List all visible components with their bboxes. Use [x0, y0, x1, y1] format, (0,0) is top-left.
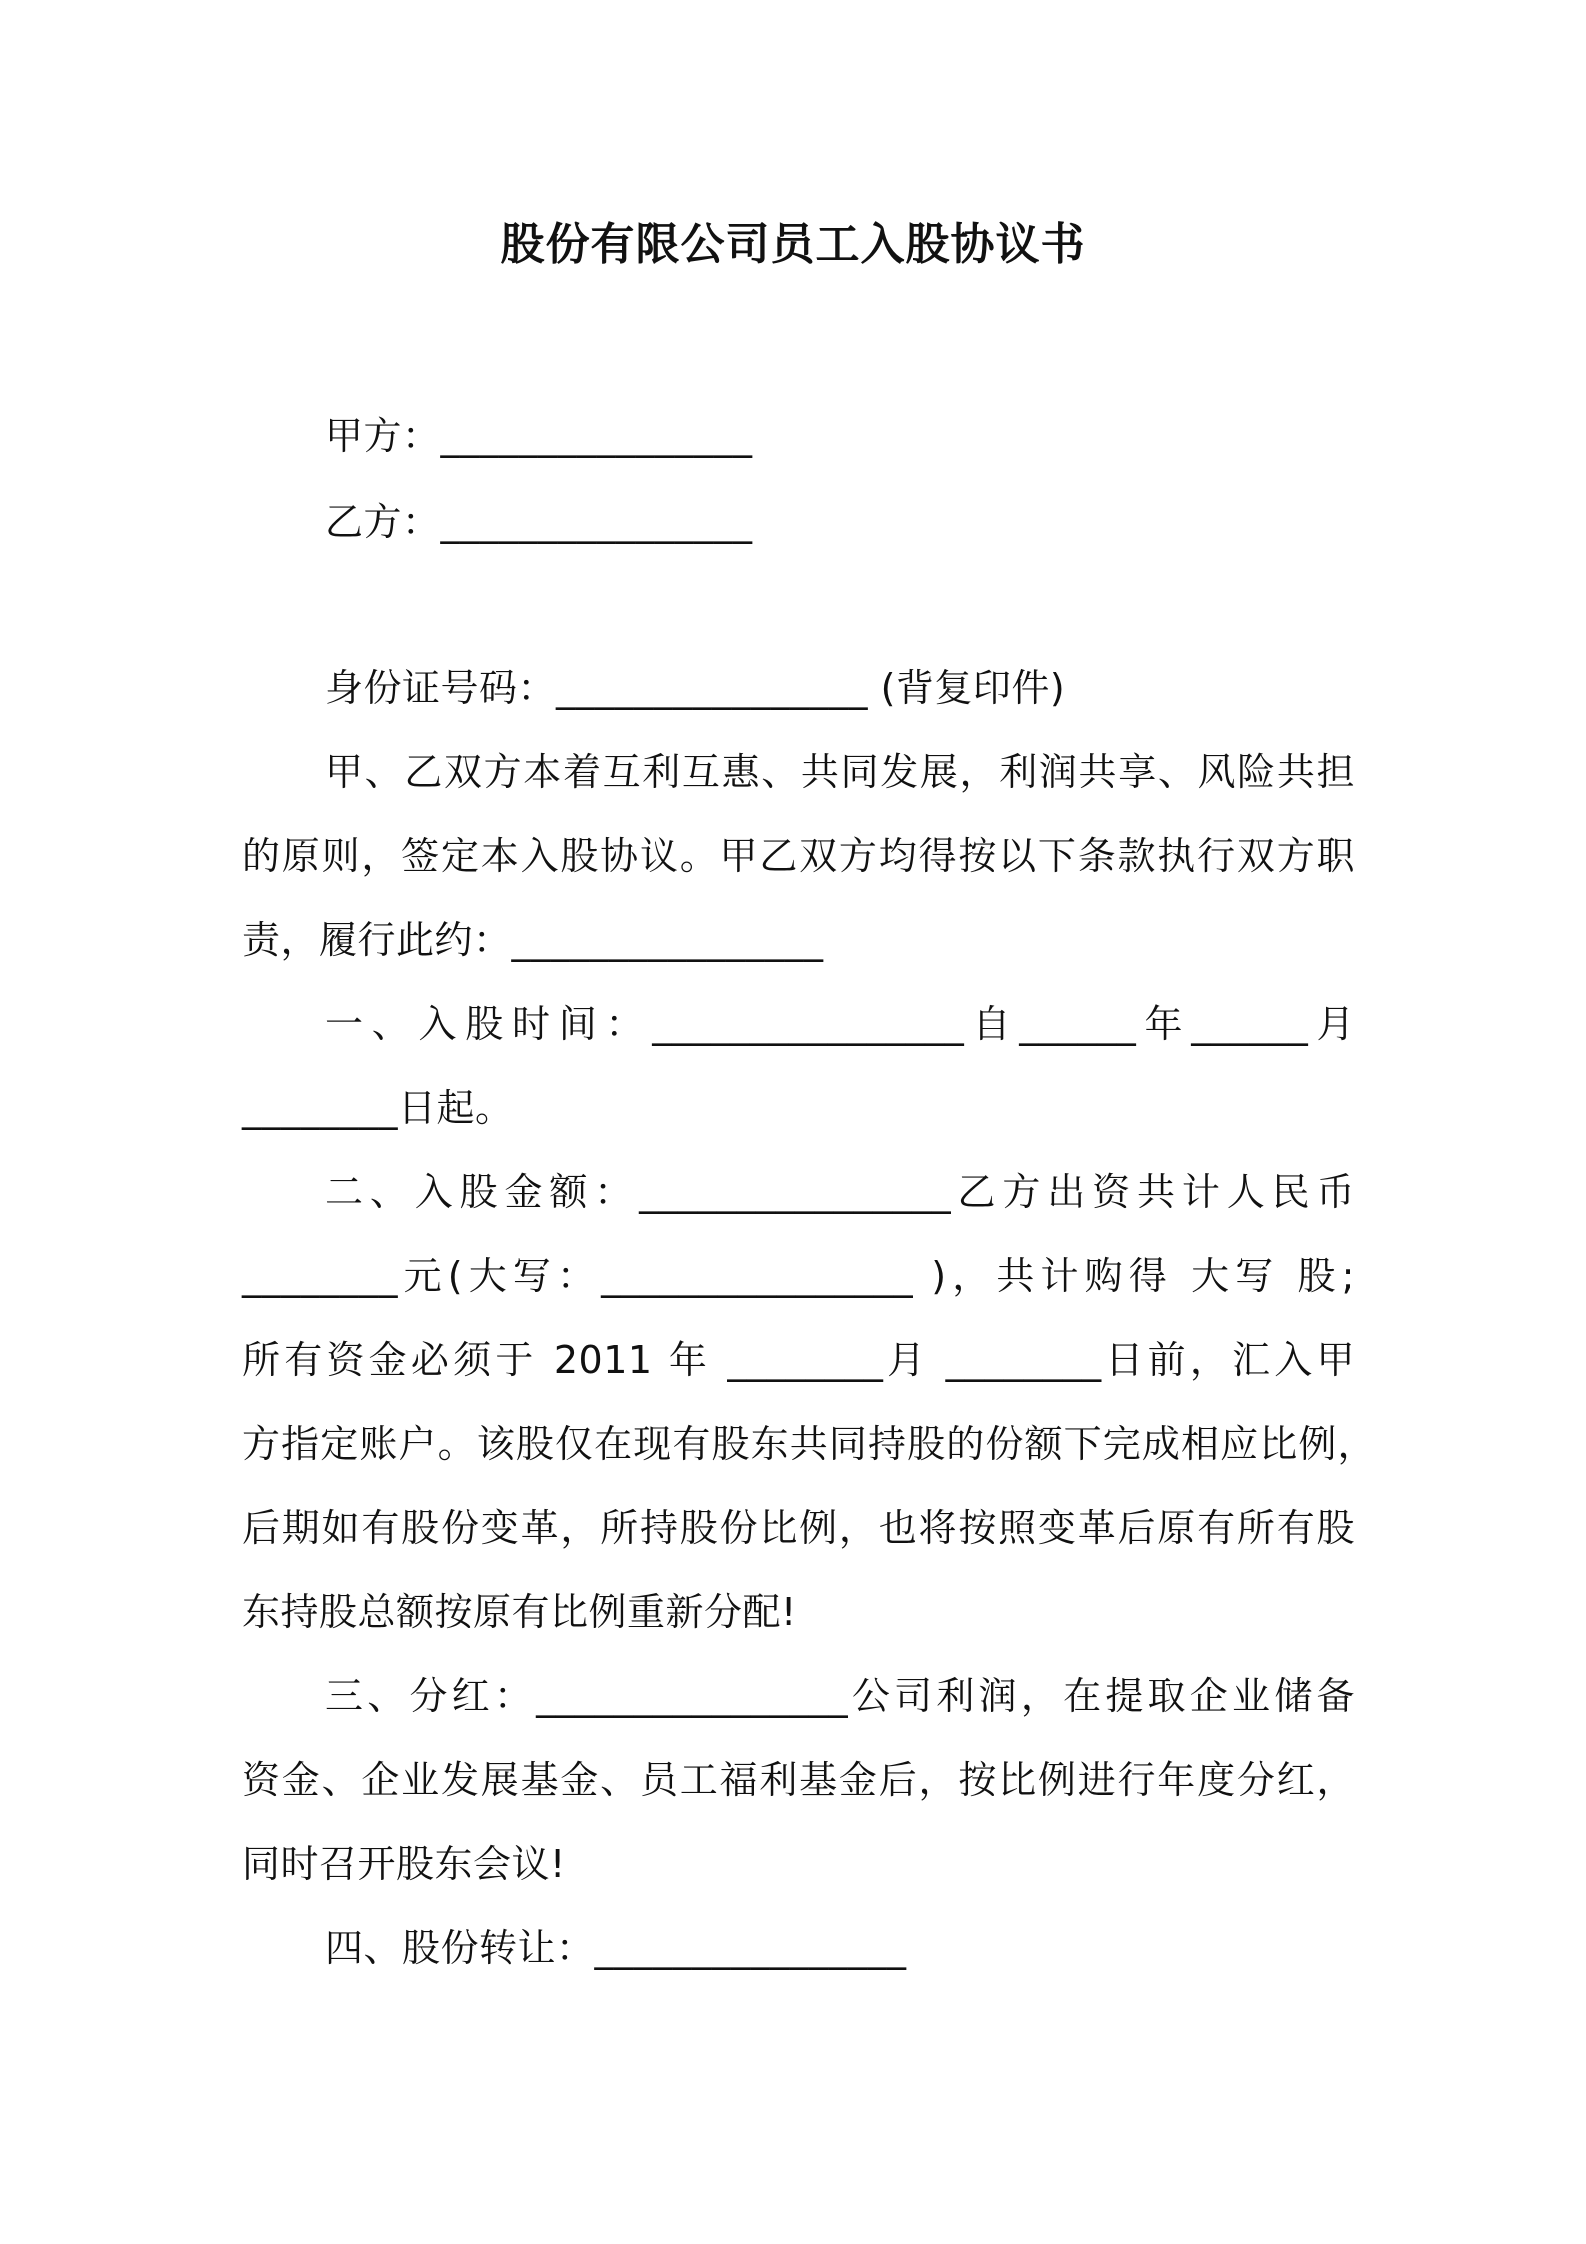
clause-2-line-3: 所有资金必须于 2011 年 ________月 ________日前，汇入甲 [242, 1338, 1355, 1382]
preamble-line-2: 的原则，签定本入股协议。甲乙双方均得按以下条款执行双方职 [242, 834, 1355, 878]
preamble-line-1: 甲、乙双方本着互利互惠、共同发展，利润共享、风险共担 [325, 750, 1355, 794]
id-number-line: 身份证号码：________________ (背复印件) [325, 666, 1066, 710]
preamble-line-3: 责，履行此约：________________ [242, 918, 824, 962]
clause-3-line-2: 资金、企业发展基金、员工福利基金后，按比例进行年度分红， [242, 1758, 1355, 1802]
clause-1-line-1: 一、入股时间：________________自______年______月 [325, 1002, 1355, 1046]
clause-3-line-1: 三、分红：________________公司利润，在提取企业储备 [325, 1674, 1355, 1718]
clause-2-line-4: 方指定账户。该股仅在现有股东共同持股的份额下完成相应比例， [242, 1422, 1376, 1466]
party-a-line: 甲方：________________ [325, 414, 753, 458]
clause-3-line-3: 同时召开股东会议! [242, 1842, 566, 1886]
clause-2-line-6: 东持股总额按原有比例重新分配! [242, 1590, 797, 1634]
clause-2-line-1: 二、入股金额：________________乙方出资共计人民币 [325, 1170, 1355, 1214]
clause-2-line-5: 后期如有股份变革，所持股份比例，也将按照变革后原有所有股 [242, 1506, 1355, 1550]
party-b-line: 乙方：________________ [325, 500, 753, 544]
clause-4-line-1: 四、股份转让：________________ [325, 1926, 907, 1970]
clause-2-line-2: ________元(大写：________________ )，共计购得 大写 股; [242, 1254, 1355, 1298]
document-title: 股份有限公司员工入股协议书 [500, 219, 1086, 270]
clause-1-line-2: ________日起。 [242, 1086, 514, 1130]
